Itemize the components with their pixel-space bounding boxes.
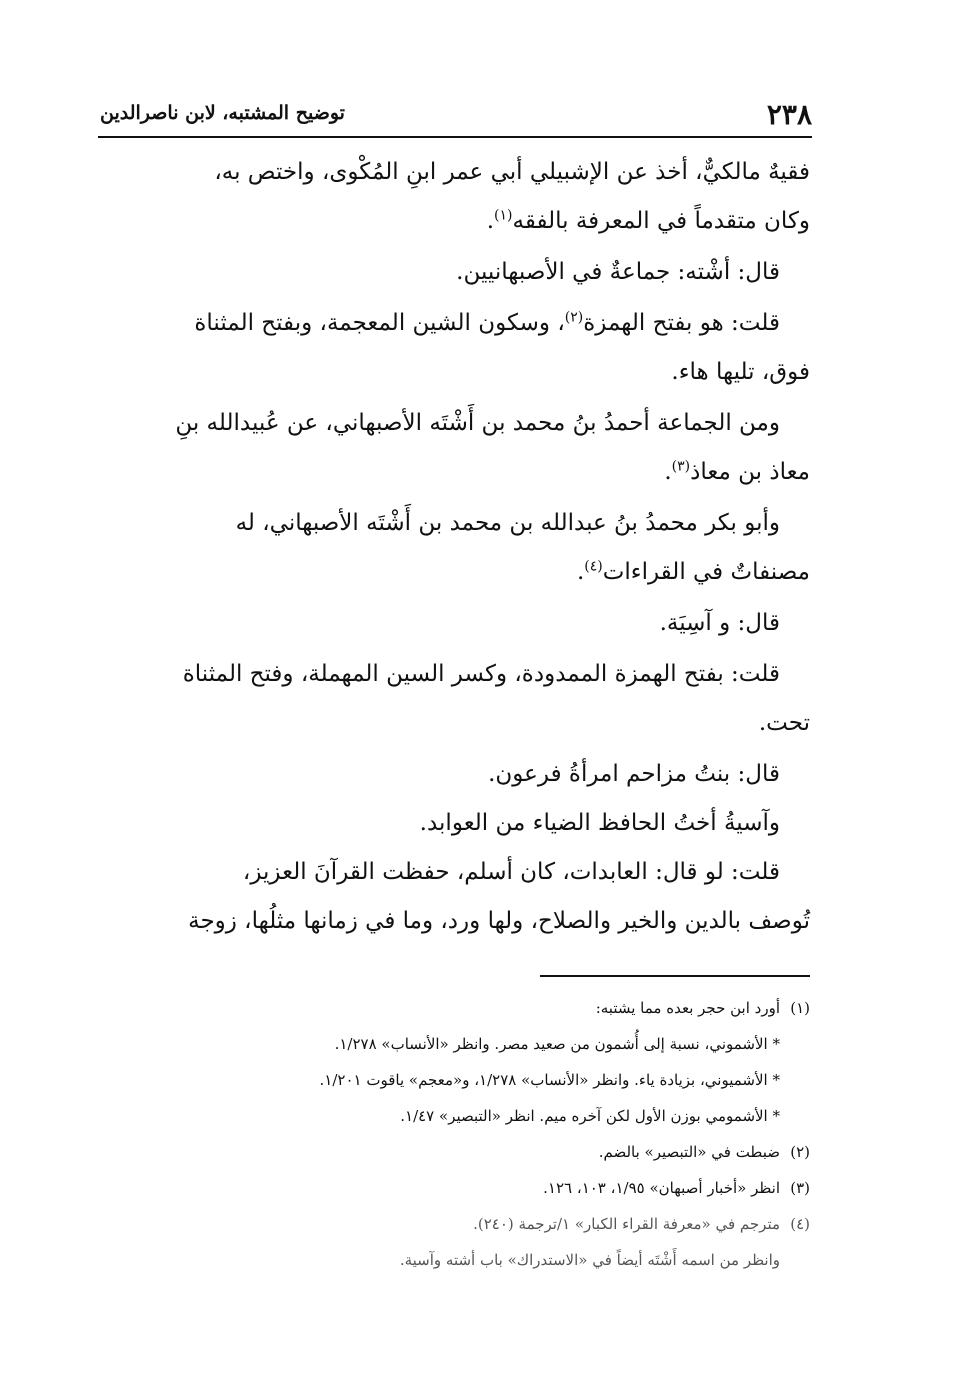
footnote-number: (٢) (790, 1143, 810, 1161)
text-line: فقيهٌ مالكيٌّ، أخذ عن الإشبيلي أبي عمر ابنِ المُكْوى، واختص به، (214, 159, 810, 185)
footnote-number: (١) (790, 999, 810, 1017)
text-line: تُوصف بالدين والخير والصلاح، ولها ورد، وما في زمانها مثلُها، زوجة (188, 908, 810, 934)
footnotes (98, 990, 810, 1278)
text-line: فوق، تليها هاء. (671, 359, 810, 385)
text-line: وآسيةُ أختُ الحافظ الضياء من العوابد. (419, 810, 780, 836)
text-line: وأبو بكر محمدُ بنُ عبدالله بن محمد بن أَشْتَه الأصبهاني، له (235, 510, 780, 536)
text-line: قلت: هو بفتح الهمزة$^{(٢)}$، وسكون الشين المعجمة، وبفتح المثناة (194, 309, 780, 336)
text-line: قال: أشْته: جماعةٌ في الأصبهانيين. (456, 259, 780, 285)
page-number: ٢٣٨ (766, 98, 812, 131)
text-line: معاذ بن معاذ$^{(٣)}$. (664, 458, 810, 485)
footnote-ref: (٣) (671, 458, 691, 475)
text-line: قلت: بفتح الهمزة الممدودة، وكسر السين المهملة، وفتح المثناة (182, 661, 780, 687)
main-text (98, 148, 810, 946)
footnote-item: * الأشميوني، بزيادة ياء. وانظر «الأنساب» ١/٢٧٨، و«معجم» ياقوت ١/٢٠١. (319, 1071, 780, 1089)
text-line: قال: بنتُ مزاحم امرأةُ فرعون. (488, 761, 780, 787)
footnote-number: (٣) (790, 1179, 810, 1197)
footnote-ref: (١) (494, 207, 513, 224)
footnote-ref: (٢) (564, 309, 584, 326)
text-line: تحت. (758, 710, 810, 736)
footnote-3: (٣)انظر «أخبار أصبهان» ١/٩٥، ١٠٣، ١٢٦. (98, 1170, 810, 1206)
text-line: قلت: لو قال: العابدات، كان أسلم، حفظت القرآنَ العزيز، (242, 859, 780, 885)
footnote-2: (٢)ضبطت في «التبصير» بالضم. (98, 1134, 810, 1170)
footnote-divider (540, 975, 810, 977)
footnote-1: (١)أورد ابن حجر بعده مما يشتبه: (98, 990, 810, 1026)
footnote-item: * الأشمومي بوزن الأول لكن آخره ميم. انظر «التبصير» ١/٤٧. (400, 1107, 780, 1125)
footnote-item: وانظر من اسمه أَشْتَه أيضاً في «الاستدراك» باب أشته وآسية. (399, 1251, 780, 1269)
page-header (98, 96, 812, 138)
text-line: مصنفاتٌ في القراءات$^{(٤)}$. (576, 558, 810, 585)
footnote-number: (٤) (790, 1215, 810, 1233)
footnote-item: * الأشموني، نسبة إلى أُشمون من صعيد مصر. وانظر «الأنساب» ١/٢٧٨. (334, 1035, 780, 1053)
footnote-ref: (٤) (584, 558, 603, 575)
text-line: ومن الجماعة أحمدُ بنُ محمد بن أَشْتَه الأصبهاني، عن عُبيدالله بنِ (175, 410, 780, 436)
footnote-4: (٤)مترجم في «معرفة القراء الكبار» ١/ترجمة (٢٤٠). (98, 1206, 810, 1242)
running-title: توضيح المشتبه، لابن ناصرالدين (100, 102, 345, 124)
text-line: وكان متقدماً في المعرفة بالفقه$^{(١)}$. (486, 207, 810, 234)
text-line: قال: و آسِيَة. (659, 610, 780, 636)
